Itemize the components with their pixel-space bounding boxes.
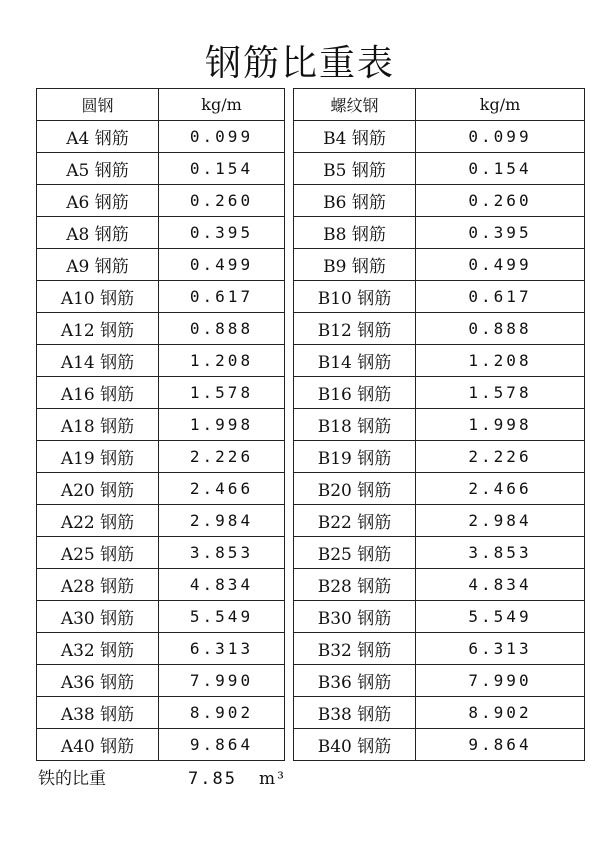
weight-per-meter-cell: 1.578	[159, 377, 285, 409]
table-row	[37, 569, 285, 601]
steel-grade-cell: A36 钢筋	[37, 665, 159, 697]
steel-grade-cell: A10 钢筋	[37, 281, 159, 313]
weight-per-meter-cell: 7.990	[159, 665, 285, 697]
weight-per-meter-cell: 0.154	[416, 153, 585, 185]
steel-grade-cell: A18 钢筋	[37, 409, 159, 441]
table-row	[294, 345, 585, 377]
table-header-row	[294, 89, 585, 121]
weight-per-meter-cell: 0.617	[416, 281, 585, 313]
steel-grade-cell: A12 钢筋	[37, 313, 159, 345]
column-header-type: 圆钢	[37, 89, 159, 121]
steel-grade-cell: B18 钢筋	[294, 409, 416, 441]
steel-grade-cell: B10 钢筋	[294, 281, 416, 313]
steel-grade-cell: A14 钢筋	[37, 345, 159, 377]
table-row	[37, 633, 285, 665]
table-row	[37, 153, 285, 185]
weight-per-meter-cell: 0.499	[159, 249, 285, 281]
weight-per-meter-cell: 0.260	[159, 185, 285, 217]
weight-per-meter-cell: 0.888	[159, 313, 285, 345]
steel-grade-cell: B38 钢筋	[294, 697, 416, 729]
steel-grade-cell: B20 钢筋	[294, 473, 416, 505]
table-row	[294, 441, 585, 473]
weight-per-meter-cell: 2.466	[416, 473, 585, 505]
table-row	[294, 185, 585, 217]
table-row	[294, 153, 585, 185]
weight-per-meter-cell: 3.853	[159, 537, 285, 569]
steel-grade-cell: A40 钢筋	[37, 729, 159, 761]
table-row	[294, 473, 585, 505]
weight-per-meter-cell: 0.099	[159, 121, 285, 153]
weight-per-meter-cell: 1.208	[159, 345, 285, 377]
density-unit: m³	[258, 769, 286, 789]
steel-grade-cell: A19 钢筋	[37, 441, 159, 473]
weight-per-meter-cell: 0.617	[159, 281, 285, 313]
steel-grade-cell: A5 钢筋	[37, 153, 159, 185]
weight-per-meter-cell: 2.984	[159, 505, 285, 537]
weight-per-meter-cell: 1.998	[159, 409, 285, 441]
table-row	[294, 729, 585, 761]
column-header-type: 螺纹钢	[294, 89, 416, 121]
column-header-unit: kg/m	[159, 89, 285, 121]
steel-grade-cell: A32 钢筋	[37, 633, 159, 665]
table-row	[294, 249, 585, 281]
weight-per-meter-cell: 5.549	[159, 601, 285, 633]
density-value: 7.85	[188, 769, 237, 789]
weight-per-meter-cell: 5.549	[416, 601, 585, 633]
steel-grade-cell: A28 钢筋	[37, 569, 159, 601]
table-row	[37, 217, 285, 249]
weight-per-meter-cell: 0.499	[416, 249, 585, 281]
weight-per-meter-cell: 2.226	[416, 441, 585, 473]
steel-grade-cell: B32 钢筋	[294, 633, 416, 665]
steel-grade-cell: A25 钢筋	[37, 537, 159, 569]
table-row	[37, 441, 285, 473]
weight-per-meter-cell: 8.902	[159, 697, 285, 729]
weight-per-meter-cell: 0.395	[159, 217, 285, 249]
steel-grade-cell: A4 钢筋	[37, 121, 159, 153]
steel-grade-cell: A9 钢筋	[37, 249, 159, 281]
weight-per-meter-cell: 1.578	[416, 377, 585, 409]
steel-grade-cell: A38 钢筋	[37, 697, 159, 729]
weight-per-meter-cell: 8.902	[416, 697, 585, 729]
table-row	[37, 601, 285, 633]
weight-per-meter-cell: 0.888	[416, 313, 585, 345]
weight-per-meter-cell: 2.466	[159, 473, 285, 505]
table-row	[294, 697, 585, 729]
steel-grade-cell: A8 钢筋	[37, 217, 159, 249]
steel-grade-cell: B19 钢筋	[294, 441, 416, 473]
weight-per-meter-cell: 0.099	[416, 121, 585, 153]
table-row	[294, 665, 585, 697]
weight-per-meter-cell: 3.853	[416, 537, 585, 569]
table-row	[37, 281, 285, 313]
table-row	[294, 569, 585, 601]
steel-grade-cell: A22 钢筋	[37, 505, 159, 537]
weight-per-meter-cell: 0.154	[159, 153, 285, 185]
table-row	[37, 313, 285, 345]
weight-per-meter-cell: 4.834	[159, 569, 285, 601]
steel-grade-cell: A20 钢筋	[37, 473, 159, 505]
steel-grade-cell: B9 钢筋	[294, 249, 416, 281]
steel-grade-cell: B4 钢筋	[294, 121, 416, 153]
table-row	[294, 377, 585, 409]
weight-per-meter-cell: 6.313	[416, 633, 585, 665]
iron-density-note	[38, 764, 286, 789]
weight-per-meter-cell: 9.864	[159, 729, 285, 761]
table-row	[37, 121, 285, 153]
table-row	[37, 729, 285, 761]
weight-per-meter-cell: 6.313	[159, 633, 285, 665]
page-title: 钢筋比重表	[204, 43, 395, 84]
table-row	[37, 377, 285, 409]
table-row	[37, 505, 285, 537]
table-row	[37, 185, 285, 217]
table-row	[294, 601, 585, 633]
table-row	[294, 281, 585, 313]
steel-grade-cell: B16 钢筋	[294, 377, 416, 409]
table-row	[294, 121, 585, 153]
weight-per-meter-cell: 0.260	[416, 185, 585, 217]
table-row	[294, 633, 585, 665]
weight-per-meter-cell: 1.998	[416, 409, 585, 441]
density-label: 铁的比重	[38, 769, 106, 789]
table-row	[37, 697, 285, 729]
table-row	[37, 249, 285, 281]
steel-grade-cell: B40 钢筋	[294, 729, 416, 761]
column-header-unit: kg/m	[416, 89, 585, 121]
steel-grade-cell: A16 钢筋	[37, 377, 159, 409]
steel-grade-cell: B36 钢筋	[294, 665, 416, 697]
rebar-steel-table	[293, 88, 585, 761]
weight-per-meter-cell: 4.834	[416, 569, 585, 601]
steel-grade-cell: B8 钢筋	[294, 217, 416, 249]
table-row	[37, 409, 285, 441]
steel-grade-cell: B5 钢筋	[294, 153, 416, 185]
weight-per-meter-cell: 2.984	[416, 505, 585, 537]
steel-grade-cell: B14 钢筋	[294, 345, 416, 377]
steel-grade-cell: A30 钢筋	[37, 601, 159, 633]
round-steel-table	[36, 88, 285, 761]
table-row	[294, 505, 585, 537]
steel-grade-cell: A6 钢筋	[37, 185, 159, 217]
steel-grade-cell: B6 钢筋	[294, 185, 416, 217]
table-row	[37, 473, 285, 505]
weight-per-meter-cell: 2.226	[159, 441, 285, 473]
steel-grade-cell: B12 钢筋	[294, 313, 416, 345]
rebar-steel-table-body	[294, 121, 585, 761]
table-row	[294, 409, 585, 441]
table-row	[294, 313, 585, 345]
table-header-row	[37, 89, 285, 121]
round-steel-table-body	[37, 121, 285, 761]
weight-per-meter-cell: 0.395	[416, 217, 585, 249]
steel-grade-cell: B30 钢筋	[294, 601, 416, 633]
weight-per-meter-cell: 7.990	[416, 665, 585, 697]
table-row	[294, 537, 585, 569]
steel-grade-cell: B28 钢筋	[294, 569, 416, 601]
weight-per-meter-cell: 1.208	[416, 345, 585, 377]
table-row	[37, 537, 285, 569]
steel-grade-cell: B25 钢筋	[294, 537, 416, 569]
table-row	[294, 217, 585, 249]
table-row	[37, 345, 285, 377]
steel-grade-cell: B22 钢筋	[294, 505, 416, 537]
table-row	[37, 665, 285, 697]
weight-per-meter-cell: 9.864	[416, 729, 585, 761]
